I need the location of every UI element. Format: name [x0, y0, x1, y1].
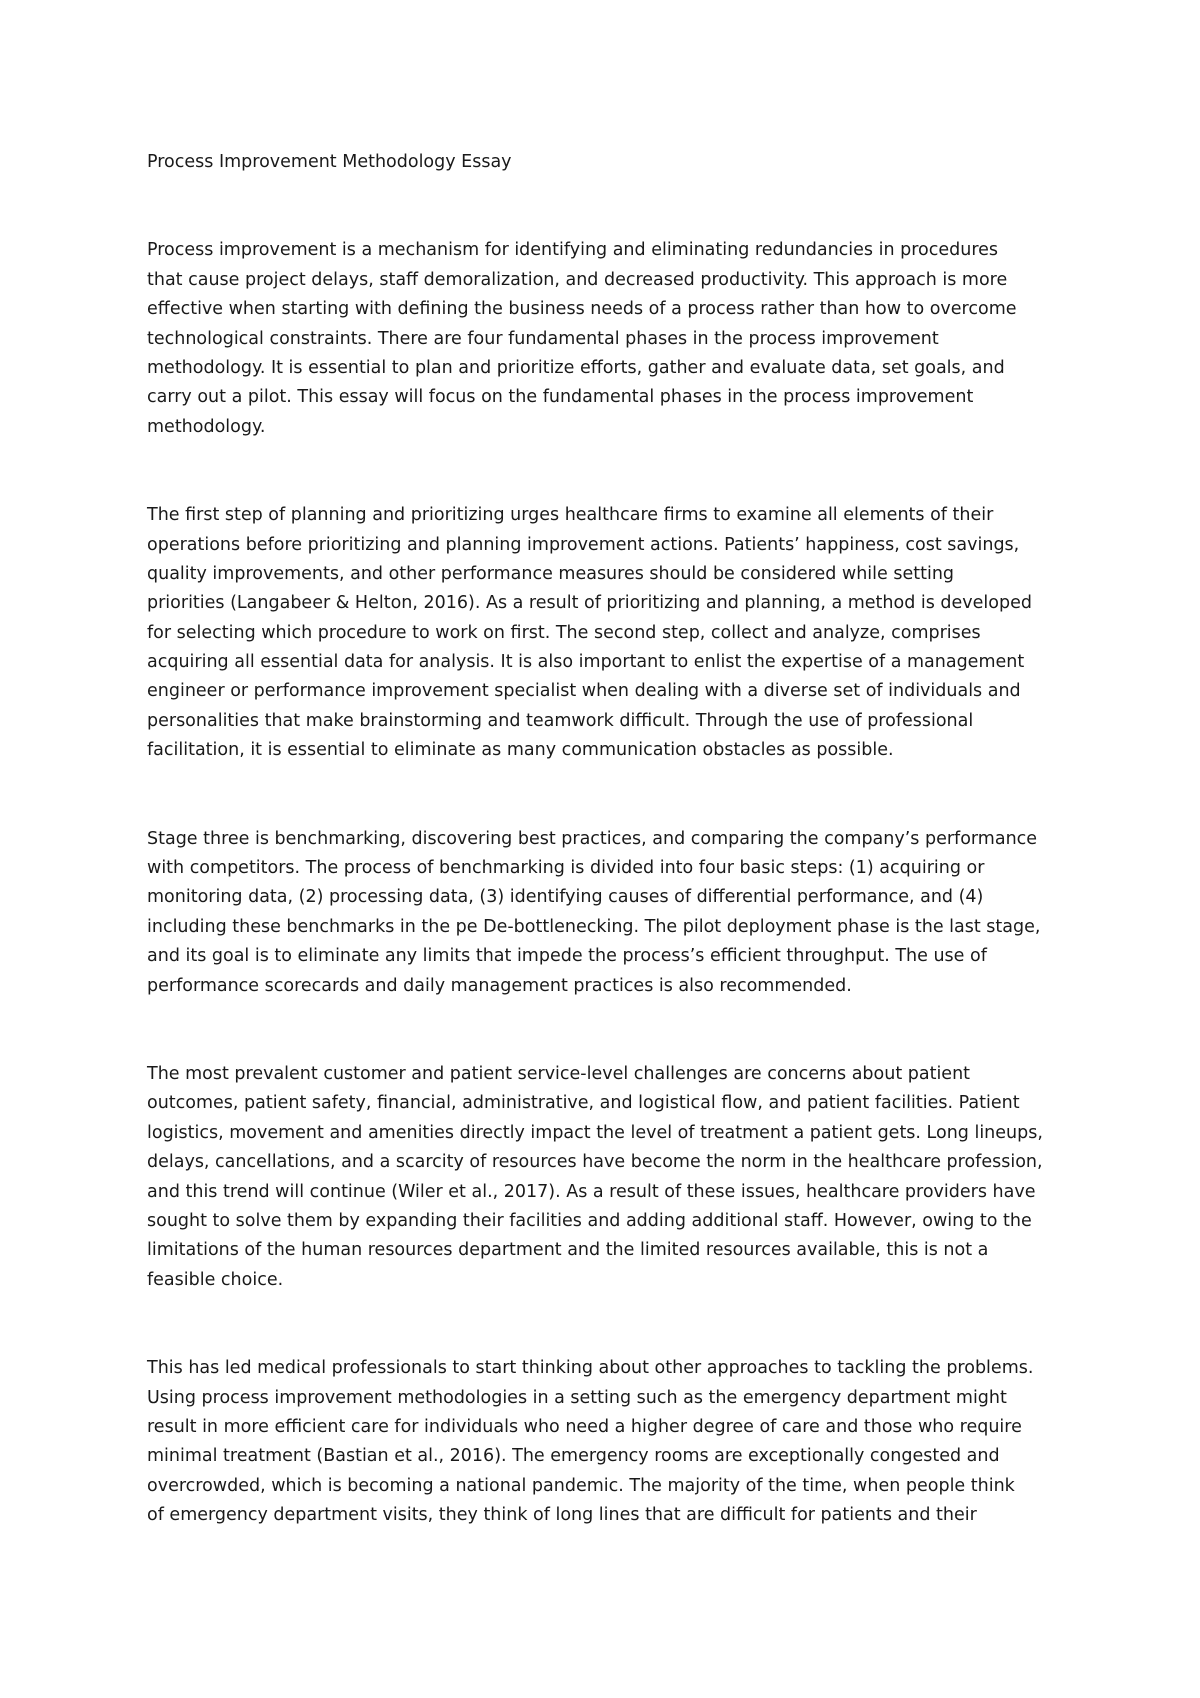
text-line: performance scorecards and daily management practices is also recommended. — [147, 975, 852, 996]
text-line: with competitors. The process of benchmarking is divided into four basic steps: (1) acquiring or — [147, 858, 985, 879]
paragraph-4 — [147, 1060, 1067, 1295]
text-line: outcomes, patient safety, financial, administrative, and logistical flow, and patient facilities. Patient — [147, 1093, 1020, 1114]
text-line: effective when starting with defining the business needs of a process rather than how to overcome — [147, 299, 1017, 320]
document-title: Process Improvement Methodology Essay — [147, 152, 512, 172]
text-line: including these benchmarks in the pe De-bottlenecking. The pilot deployment phase is the last stage, — [147, 916, 1041, 937]
paragraph-2 — [147, 501, 1067, 766]
text-line: priorities (Langabeer & Helton, 2016). As a result of prioritizing and planning, a method is developed — [147, 593, 1032, 614]
text-line: operations before prioritizing and planning improvement actions. Patients’ happiness, cost savings, — [147, 534, 1020, 555]
text-line: Process improvement is a mechanism for identifying and eliminating redundancies in procedures — [147, 240, 999, 261]
text-line: of emergency department visits, they think of long lines that are difficult for patients and their — [147, 1505, 977, 1526]
text-line: and its goal is to eliminate any limits that impede the process’s efficient throughput. The use of — [147, 946, 987, 967]
text-line: This has led medical professionals to start thinking about other approaches to tackling the problems. — [147, 1358, 1034, 1379]
text-line: acquiring all essential data for analysis. It is also important to enlist the expertise of a management — [147, 652, 1025, 673]
text-line: overcrowded, which is becoming a national pandemic. The majority of the time, when people think — [147, 1475, 1015, 1496]
text-line: methodology. — [147, 416, 266, 437]
text-line: carry out a pilot. This essay will focus on the fundamental phases in the process improvement — [147, 387, 974, 408]
text-line: quality improvements, and other performance measures should be considered while setting — [147, 563, 955, 584]
text-line: feasible choice. — [147, 1269, 284, 1290]
text-line: Using process improvement methodologies in a setting such as the emergency department might — [147, 1387, 1007, 1408]
text-line: logistics, movement and amenities directly impact the level of treatment a patient gets. Long lineups, — [147, 1122, 1043, 1143]
text-line: monitoring data, (2) processing data, (3) identifying causes of differential performance, and (4) — [147, 887, 984, 908]
text-line: The most prevalent customer and patient service-level challenges are concerns about patient — [147, 1063, 971, 1084]
text-line: engineer or performance improvement specialist when dealing with a diverse set of individuals and — [147, 681, 1021, 702]
text-line: for selecting which procedure to work on first. The second step, collect and analyze, comprises — [147, 622, 981, 643]
text-line: result in more efficient care for individuals who need a higher degree of care and those who require — [147, 1416, 1022, 1437]
text-line: methodology. It is essential to plan and prioritize efforts, gather and evaluate data, set goals, and — [147, 357, 1005, 378]
paragraph-5 — [147, 1354, 1067, 1530]
text-line: that cause project delays, staff demoralization, and decreased productivity. This approach is more — [147, 269, 1008, 290]
text-line: personalities that make brainstorming and teamwork difficult. Through the use of professional — [147, 710, 974, 731]
document-body — [147, 148, 1067, 1589]
text-line: delays, cancellations, and a scarcity of resources have become the norm in the healthcare profession, — [147, 1152, 1043, 1173]
text-line: limitations of the human resources department and the limited resources available, this is not a — [147, 1240, 989, 1261]
text-line: The first step of planning and prioritizing urges healthcare firms to examine all elements of their — [147, 505, 994, 526]
text-line: technological constraints. There are four fundamental phases in the process improvement — [147, 328, 939, 349]
text-line: sought to solve them by expanding their facilities and adding additional staff. However, owing to the — [147, 1210, 1032, 1231]
text-line: minimal treatment (Bastian et al., 2016). The emergency rooms are exceptionally congested and — [147, 1446, 1000, 1467]
text-line: facilitation, it is essential to eliminate as many communication obstacles as possible. — [147, 740, 894, 761]
paragraph-1 — [147, 236, 1067, 442]
text-line: Stage three is benchmarking, discovering best practices, and comparing the company’s performance — [147, 828, 1038, 849]
paragraph-3 — [147, 825, 1067, 1001]
text-line: and this trend will continue (Wiler et al., 2017). As a result of these issues, healthcare providers have — [147, 1181, 1036, 1202]
